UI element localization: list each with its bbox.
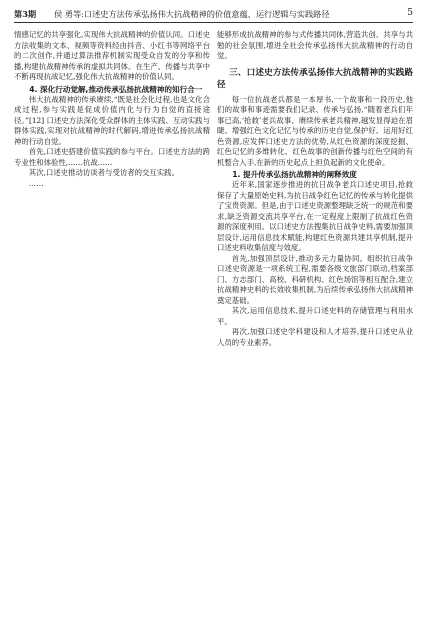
subsection-heading: 4. 深化行动觉解,推动传承弘扬抗战精神的知行合一: [29, 84, 203, 94]
paragraph: 每一位抗战老兵都是一本厚书,一个故事和一段历史,他们的故事和事迹需要我们记录、传承与弘扬,“随着老兵们年事已高,‘抢救’老兵故事、赓续传承老兵精神,越发显得迫在眉睫。增强红色文化记忆与传承的历史自觉,保护好、运用好红色资源,应发挥口述史方法的优势,从红色资源的深度挖掘、红色记忆的多维转化、红色故事的创新传播与红色空间的有机整合入手,在新的历史起点上担负起新的文化使命。: [217, 94, 413, 167]
paragraph: 能够形成抗战精神的参与式传播共同体,营造共创、共享与共勉的社会氛围,增进全社会传承弘扬伟大抗战精神的行动自觉。: [217, 30, 413, 60]
paragraph: ……: [28, 178, 44, 188]
paragraph: 首先,加强顶层设计,推动多元力量协同。组织抗日战争口述史资源是一项系统工程,需要各级文旅部门联动,档案部门、方志部门、高校、科研机构、红色场馆等相互配合,建立抗战精神史料的长效收集机制,为后续传承弘扬伟大抗战精神奠定基础。: [217, 253, 413, 305]
page-number: 5: [407, 8, 413, 18]
paragraph: 首先,口述史搭建价值实践的参与平台。口述史方法的跨专业性和体验性,……抗战……: [14, 147, 210, 167]
paragraph: 情感记忆的共享强化,实现伟大抗战精神的价值认同。口述史方法收集的文本、视频等资料经由抖音、小红书等网络平台的二次创作,并通过算法推荐机制实现受众自发的分享和传播,构建抗战精神传承的虚拟共同体。在生产、传播与共享中不断再现抗战记忆,强化伟大抗战精神的价值认同。: [14, 30, 210, 81]
paragraph: 近年来,国家逐步推进的抗日战争老兵口述史项目,抢救保存了大量原始史料,为抗日战争红色记忆的传承与转化提供了宝贵资源。但是,由于口述史资源整理缺乏统一的规范和要求,缺乏资源交流共享平台,在一定程度上限制了抗战红色资源的深度利用。以口述史方法搜集抗日战争史料,需要加强顶层设计,运用信息技术赋能,构建红色资源共建共享机制,提升口述史料收集信度与效度。: [217, 180, 413, 252]
paragraph: 伟大抗战精神的传承赓续,“既是社会化过程,也是文化合成过程,参与实践是促成价值内化与行为自觉的直接途径。”[12] 口述史方法深化受众群体的主体实践、互动实践与群体实践,实现对抗战精神的时代解码,增进传承弘扬抗战精神的行动自觉。: [14, 94, 210, 146]
subsection-heading: 1. 提升传承弘扬抗战精神的阐释效度: [232, 170, 357, 179]
left-column: [14, 30, 210, 630]
running-header: [14, 8, 413, 23]
running-title: 侯 勇等:口述史方法传承弘扬伟大抗战精神的价值意蕴、运行逻辑与实践路径: [54, 9, 330, 19]
issue-number: 第3期: [14, 9, 37, 19]
paragraph: 再次,加强口述史学科建设和人才培养,提升口述史从业人员的专业素养。: [217, 327, 413, 347]
paragraph: 其次,运用信息技术,提升口述史料的存储管理与利用水平。: [217, 306, 413, 326]
paragraph: 其次,口述史推动访谈者与受访者的交互实践。: [28, 168, 179, 177]
right-column: [217, 30, 413, 630]
section-heading: 三、口述史方法传承弘扬伟大抗战精神的实践路径: [217, 67, 413, 90]
